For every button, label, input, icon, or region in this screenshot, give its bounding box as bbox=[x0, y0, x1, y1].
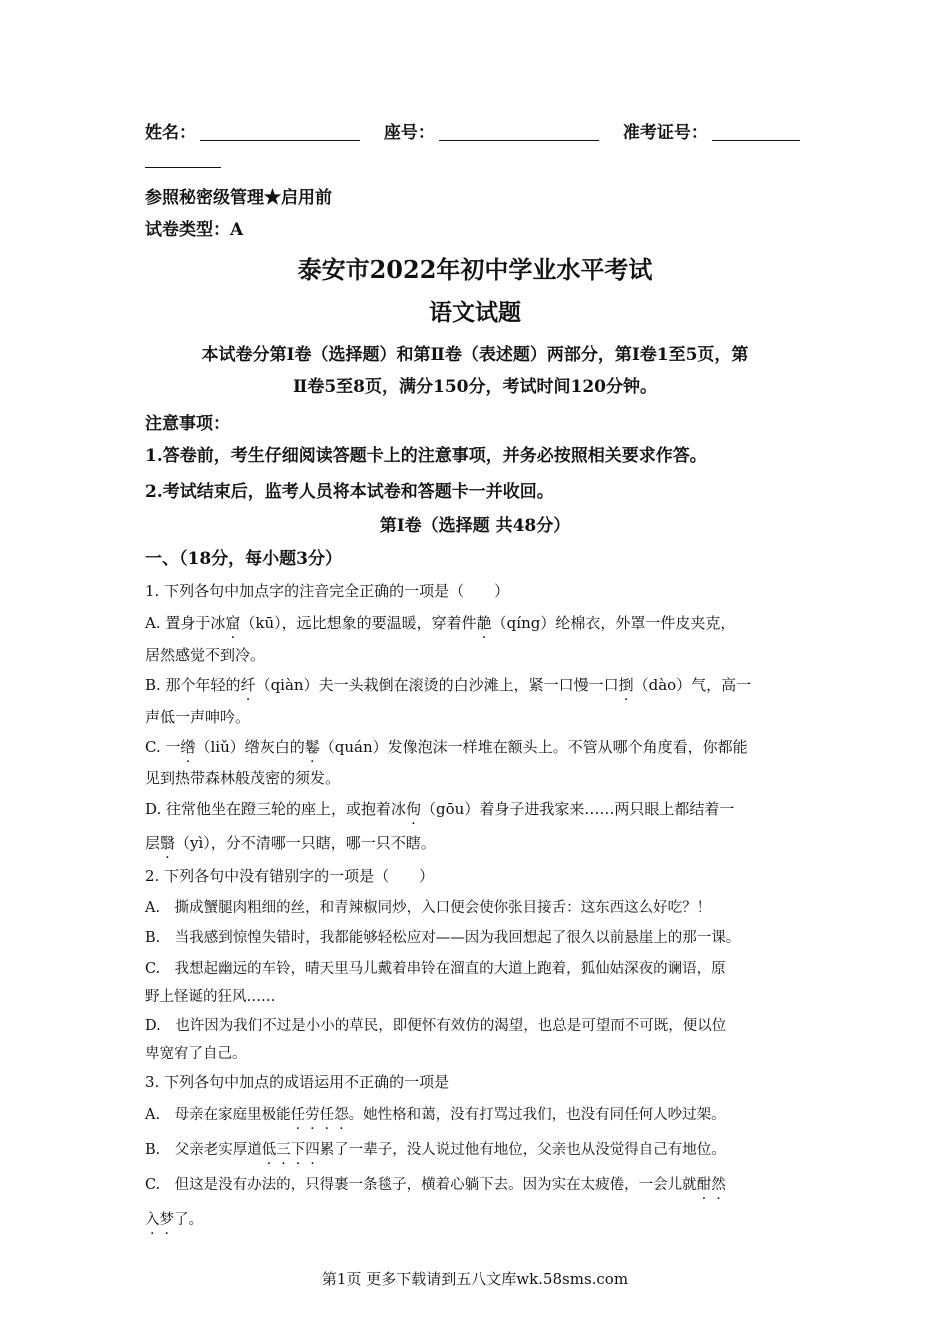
q2-option-d-cont: 卑宽宥了自己。 bbox=[145, 1046, 247, 1062]
q2-option-b: B. 当我感到惊惶失错时，我都能够轻松应对——因为我回想起了很久以前悬崖上的那一课。 bbox=[145, 930, 741, 946]
q1-option-c-cont: 见到热带森林般茂密的须发。 bbox=[145, 769, 341, 787]
q1-option-a: A. 置身于冰窟（kū），远比想象的要温暖，穿着件靘（qíng）纶棉衣，外罩一件皮夹克， bbox=[145, 614, 736, 632]
q2-option-d: D. 也许因为我们不过是小小的草民，即便怀有效仿的渴望，也总是可望而不可既，便以位 bbox=[145, 1018, 727, 1034]
dotted-char: 任 bbox=[290, 1107, 306, 1123]
q2-option-c: C. 我想起幽远的车铃，晴天里马儿戴着串铃在溜直的大道上跑着，狐仙姑深夜的谰语，原 bbox=[145, 961, 726, 977]
dotted-char: 梦 bbox=[159, 1212, 174, 1228]
paper-type: 试卷类型：A bbox=[145, 220, 244, 240]
dotted-char: 然 bbox=[711, 1177, 726, 1193]
dotted-char: 任 bbox=[319, 1107, 335, 1123]
dotted-char: 佝 bbox=[406, 800, 422, 818]
q1-option-d-cont: 层翳（yì），分不清哪一只瞎，哪一只不瞎。 bbox=[145, 834, 436, 852]
q2-option-a: A. 撕成蟹腿肉粗细的丝，和青辣椒同炒，入口便会使你张目接舌：这东西这么好吃？！ bbox=[145, 900, 712, 916]
seat-label: 座号： bbox=[383, 123, 435, 143]
dotted-char: 鬈 bbox=[304, 738, 320, 756]
dotted-char: 下 bbox=[290, 1142, 306, 1158]
name-field[interactable] bbox=[200, 122, 360, 141]
section-1-title: 第Ⅰ卷（选择题 共48分） bbox=[379, 516, 571, 536]
dotted-char: 绺 bbox=[180, 738, 196, 756]
dotted-char: 三 bbox=[276, 1142, 291, 1158]
intro-line-1: 本试卷分第Ⅰ卷（选择题）和第Ⅱ卷（表述题）两部分，第Ⅰ卷1至5页，第 bbox=[201, 345, 749, 365]
q3-option-c-cont: 入梦了。 bbox=[145, 1212, 203, 1228]
q1-stem: 1. 下列各句中加点字的注音完全正确的一项是（ ） bbox=[145, 582, 510, 600]
subject-title: 语文试题 bbox=[429, 299, 521, 326]
intro-line-2: Ⅱ卷5至8页，满分150分，考试时间120分钟。 bbox=[293, 377, 657, 397]
part-1-heading: 一、（18分，每小题3分） bbox=[145, 549, 342, 569]
dotted-char: 酣 bbox=[696, 1177, 712, 1193]
dotted-char: 纤 bbox=[240, 676, 256, 694]
q3-option-b: B. 父亲老实厚道低三下四累了一辈子，没人说过他有地位，父亲也从没觉得自己有地位。 bbox=[145, 1142, 726, 1158]
candidate-info-row bbox=[145, 118, 800, 143]
q1-option-c: C. 一绺（liǔ）绺灰白的鬈（quán）发像泡沫一样堆在额头上。不管从哪个角度看，你都能 bbox=[145, 738, 748, 756]
seat-field[interactable] bbox=[439, 122, 599, 141]
q2-stem: 2. 下列各句中没有错别字的一项是（ ） bbox=[145, 867, 435, 885]
q3-stem: 3. 下列各句中加点的成语运用不正确的一项是 bbox=[145, 1073, 450, 1091]
exam-no-label: 准考证号： bbox=[622, 123, 708, 143]
q1-option-b-cont: 声低一声呻吟。 bbox=[145, 708, 251, 726]
notes-heading: 注意事项： bbox=[145, 414, 230, 434]
exam-no-field-continuation[interactable] bbox=[145, 149, 221, 168]
name-label: 姓名： bbox=[145, 123, 196, 143]
q2-option-c-cont: 野上怪诞的狂风…… bbox=[145, 989, 276, 1005]
dotted-char: 翳 bbox=[160, 834, 176, 852]
q3-option-a: A. 母亲在家庭里极能任劳任怨。她性格和蔼，没有打骂过我们，也没有同任何人吵过架。 bbox=[145, 1107, 726, 1123]
note-2: 2.考试结束后，监考人员将本试卷和答题卡一并收回。 bbox=[145, 482, 554, 502]
exam-no-field[interactable] bbox=[712, 122, 800, 141]
q1-option-b: B. 那个年轻的纤（qiàn）夫一头栽倒在滚烫的白沙滩上，紧一口慢一口捯（dào）气，高一 bbox=[145, 676, 752, 694]
dotted-char: 怨 bbox=[334, 1107, 349, 1123]
dotted-char: 四 bbox=[305, 1142, 320, 1158]
q1-option-d: D. 往常他坐在蹬三轮的座上，或抱着冰佝（gōu）着身子进我家来……两只眼上都结着一 bbox=[145, 800, 735, 818]
security-level: 参照秘密级管理★启用前 bbox=[145, 188, 332, 208]
exam-title: 泰安市2022年初中学业水平考试 bbox=[297, 255, 653, 284]
note-1: 1.答卷前，考生仔细阅读答题卡上的注意事项，并务必按照相关要求作答。 bbox=[145, 446, 707, 466]
q1-option-a-cont: 居然感觉不到冷。 bbox=[145, 646, 266, 664]
dotted-char: 劳 bbox=[305, 1107, 320, 1123]
dotted-char: 捯 bbox=[618, 676, 634, 694]
dotted-char: 窟 bbox=[225, 614, 241, 632]
page-footer: 第1页 更多下载请到五八文库wk.58sms.com bbox=[321, 1270, 629, 1288]
dotted-char: 低 bbox=[261, 1142, 277, 1158]
dotted-char: 入 bbox=[145, 1212, 160, 1228]
dotted-char: 靘 bbox=[476, 614, 492, 632]
q3-option-c: C. 但这是没有办法的，只得裹一条毯子，横着心躺下去。因为实在太疲倦，一会儿就酣然 bbox=[145, 1177, 726, 1193]
